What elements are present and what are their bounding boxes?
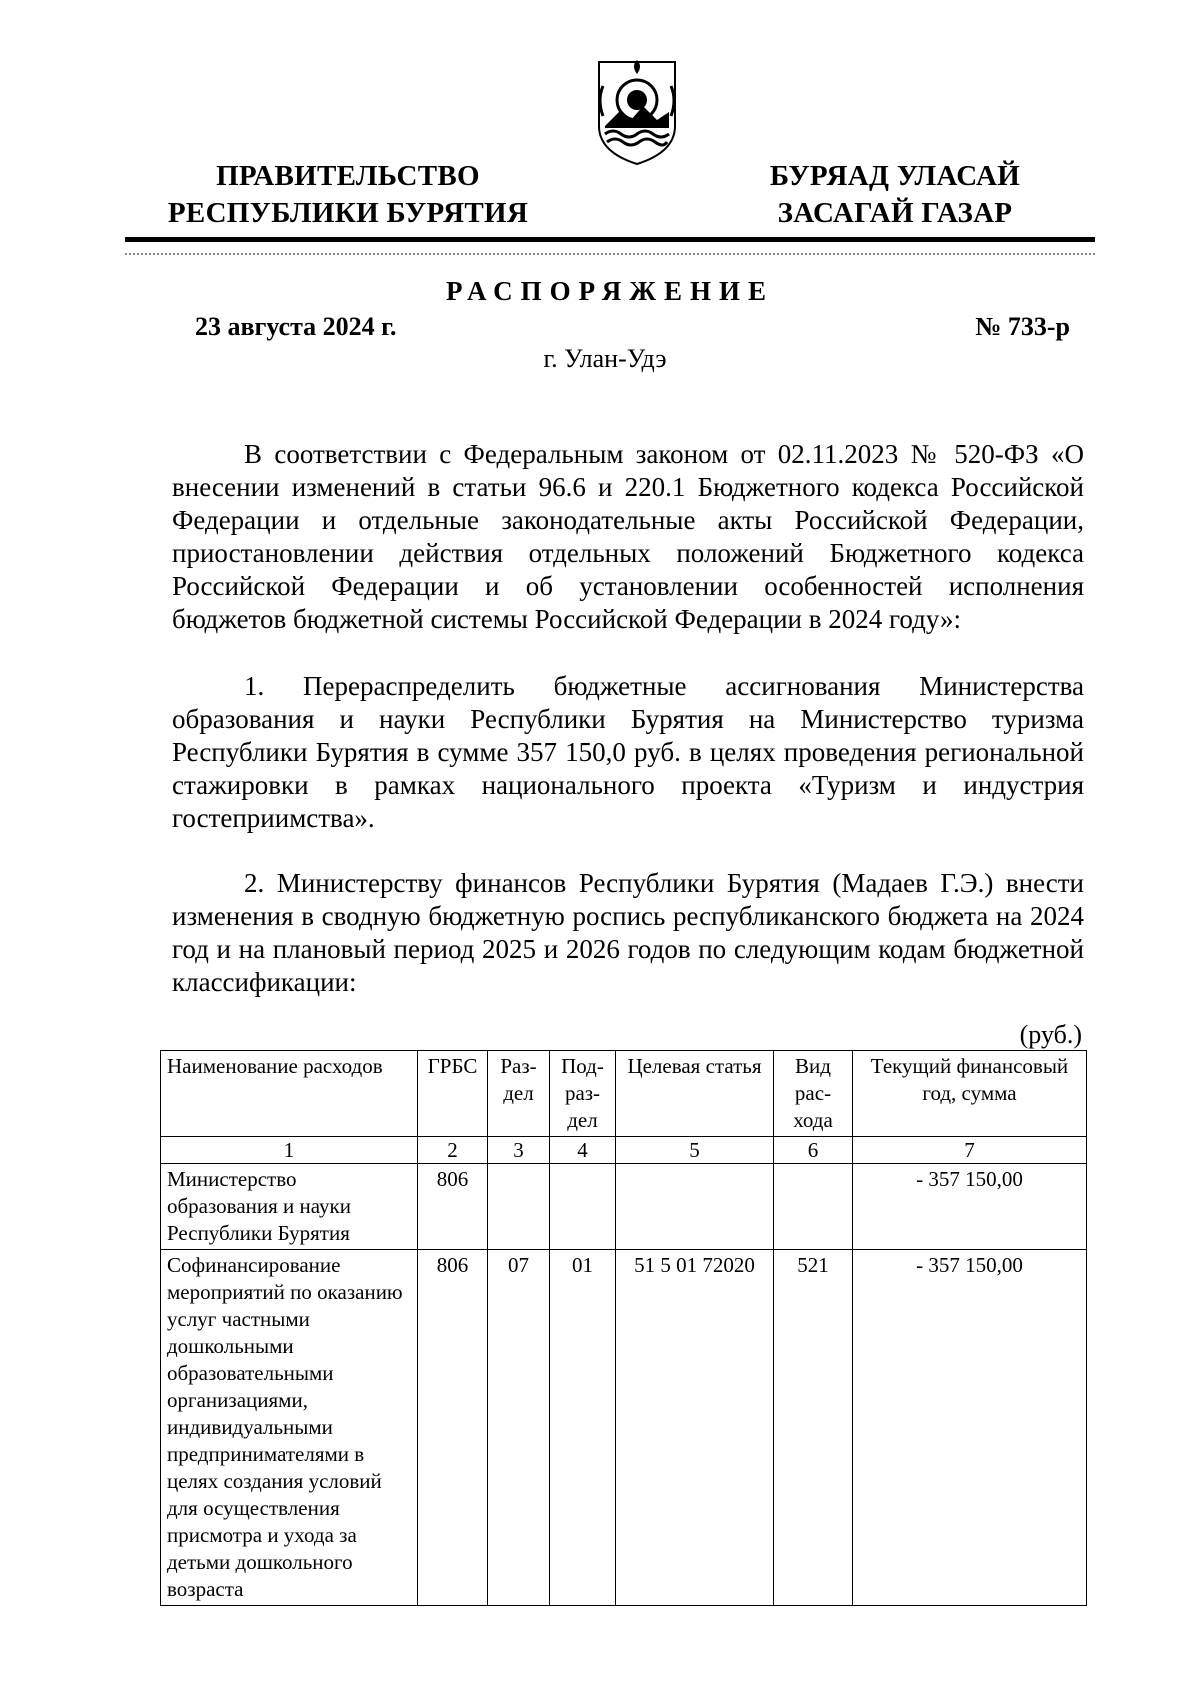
header-right-line-1: БУРЯАД УЛАСАЙ bbox=[769, 160, 1021, 192]
cell-name: Министерство образования и науки Республики Бурятия bbox=[161, 1164, 418, 1250]
document-number: № 733-р bbox=[975, 312, 1070, 341]
table-row bbox=[161, 1164, 1087, 1250]
paragraph-intro: В соответствии с Федеральным законом от 02.11.2023 № 520-ФЗ «О внесении изменений в статьи 96.6 и 220.1 Бюджетного кодекса Российской Федерации и отдельные законодательные акты Российской Федерации, приостановлении действия отдельных положений Бюджетного кодекса Российской Федерации и об установлении особенностей исполнения бюджетов бюджетной системы Российской Федерации в 2024 году»: bbox=[172, 439, 1084, 634]
col-header-name: Наименование расходов bbox=[161, 1051, 418, 1137]
cell-target bbox=[616, 1164, 774, 1250]
col-number: 7 bbox=[853, 1137, 1087, 1164]
document-title: РАСПОРЯЖЕНИЕ bbox=[445, 276, 775, 306]
table-unit: (руб.) bbox=[1019, 1020, 1082, 1049]
header-divider-thin bbox=[125, 253, 1095, 255]
col-header-sum: Текущий финансовый год, сумма bbox=[853, 1051, 1087, 1137]
col-number: 3 bbox=[488, 1137, 550, 1164]
header-left-line-2: РЕСПУБЛИКИ БУРЯТИЯ bbox=[167, 197, 529, 229]
cell-vid: 521 bbox=[774, 1250, 853, 1606]
header-divider-thick bbox=[125, 237, 1095, 242]
coat-of-arms-emblem-icon bbox=[593, 56, 681, 168]
col-number: 6 bbox=[774, 1137, 853, 1164]
col-header-grbs: ГРБС bbox=[418, 1051, 488, 1137]
header-government-bua bbox=[745, 158, 1045, 232]
col-header-razdel: Раз- дел bbox=[488, 1051, 550, 1137]
col-number: 4 bbox=[550, 1137, 616, 1164]
cell-target: 51 5 01 72020 bbox=[616, 1250, 774, 1606]
cell-podrazdel bbox=[550, 1164, 616, 1250]
paragraph-item-2: 2. Министерству финансов Республики Бурятия (Мадаев Г.Э.) внести изменения в сводную бюджетную роспись республиканского бюджета на 2024 год и на плановый период 2025 и 2026 годов по следующим кодам бюджетной классификации: bbox=[172, 868, 1084, 997]
header-right-line-2: ЗАСАГАЙ ГАЗАР bbox=[777, 197, 1013, 229]
col-number: 5 bbox=[616, 1137, 774, 1164]
cell-podrazdel: 01 bbox=[550, 1250, 616, 1606]
col-header-vid: Вид рас- хода bbox=[774, 1051, 853, 1137]
document-city: г. Улан-Удэ bbox=[543, 344, 667, 373]
table-header-row bbox=[161, 1051, 1087, 1137]
document-date: 23 августа 2024 г. bbox=[195, 312, 397, 341]
table-row bbox=[161, 1250, 1087, 1606]
cell-razdel: 07 bbox=[488, 1250, 550, 1606]
cell-razdel bbox=[488, 1164, 550, 1250]
cell-grbs: 806 bbox=[418, 1250, 488, 1606]
table-column-number-row bbox=[161, 1137, 1087, 1164]
cell-vid bbox=[774, 1164, 853, 1250]
header-government-ru bbox=[158, 158, 538, 232]
col-header-target: Целевая статья bbox=[616, 1051, 774, 1137]
cell-name: Софинансирование мероприятий по оказанию услуг частными дошкольными образовательными организациями, индивидуальными предпринимателями в целях создания условий для осуществления присмотра и ухода за детьми дошкольного возраста bbox=[161, 1250, 418, 1606]
paragraph-item-1: 1. Перераспределить бюджетные ассигнования Министерства образования и науки Республики Бурятия на Министерство туризма Республики Бурятия в сумме 357 150,0 руб. в целях проведения региональной стажировки в рамках национального проекта «Туризм и индустрия гостеприимства». bbox=[172, 671, 1084, 833]
header-left-line-1: ПРАВИТЕЛЬСТВО bbox=[216, 160, 480, 192]
col-header-podrazdel: Под- раз- дел bbox=[550, 1051, 616, 1137]
cell-sum: - 357 150,00 bbox=[853, 1250, 1087, 1606]
cell-sum: - 357 150,00 bbox=[853, 1164, 1087, 1250]
cell-grbs: 806 bbox=[418, 1164, 488, 1250]
col-number: 2 bbox=[418, 1137, 488, 1164]
col-number: 1 bbox=[161, 1137, 418, 1164]
budget-table bbox=[160, 1050, 1087, 1606]
